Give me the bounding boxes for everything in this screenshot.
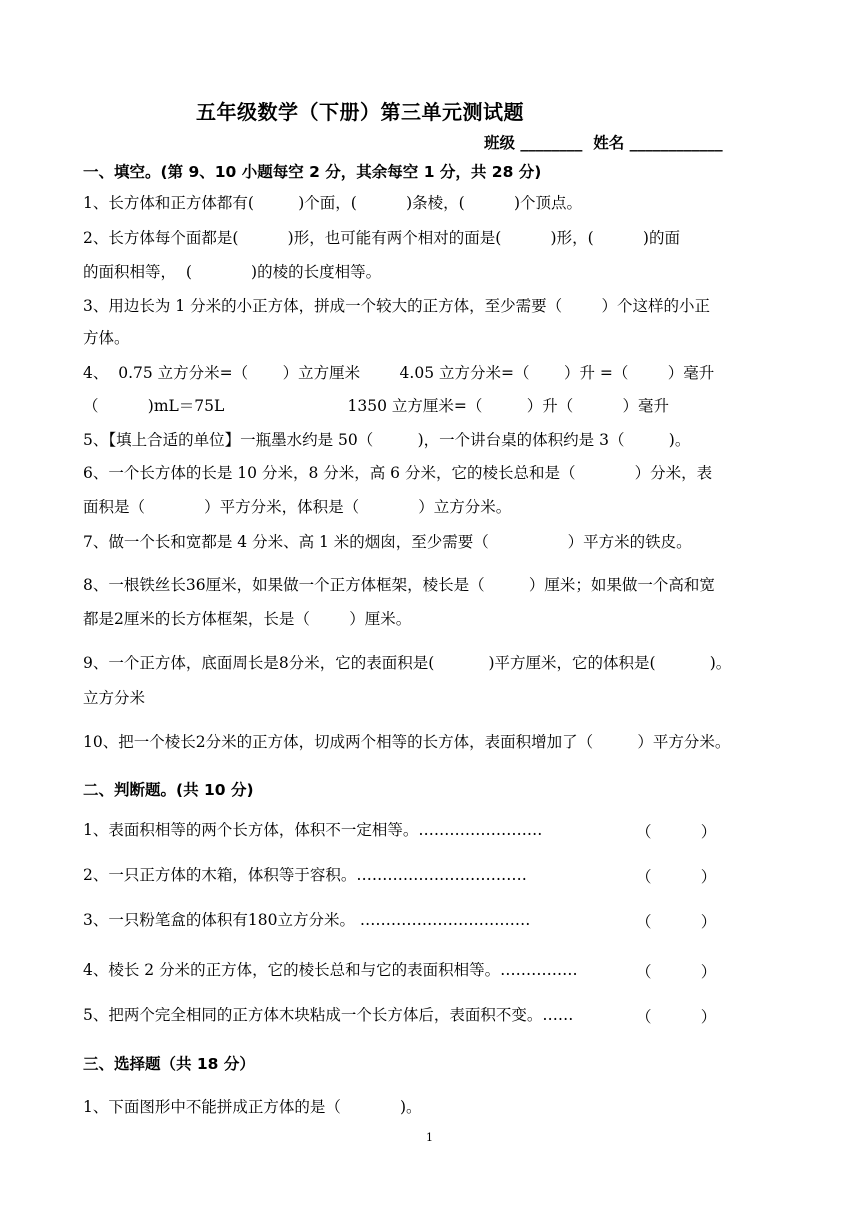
answer-parenthesis: （ ） [636, 1008, 717, 1026]
answer-parenthesis: （ ） [636, 868, 717, 886]
true-false-item: 1、表面积相等的两个长方体，体积不一定相等。…………………… [83, 821, 543, 839]
fill-blank-line: 6、一个长方体的长是 10 分米，8 分米，高 6 分米，它的棱长总和是（ ）分米，表 [83, 464, 713, 482]
answer-parenthesis: （ ） [636, 913, 717, 931]
fill-blank-line: 的面积相等， ( )的棱的长度相等。 [83, 263, 382, 281]
fill-blank-line: 方体。 [83, 329, 130, 347]
fill-blank-line: 8、一根铁丝长36厘米，如果做一个正方体框架，棱长是（ ）厘米；如果做一个高和宽 [83, 576, 715, 594]
answer-parenthesis: （ ） [636, 963, 717, 981]
page-title: 五年级数学（下册）第三单元测试题 [196, 100, 524, 124]
multiple-choice-item: 1、下面图形中不能拼成正方体的是（ )。 [83, 1098, 422, 1116]
fill-blank-line: 面积是（ ）平方分米，体积是（ ）立方分米。 [83, 498, 512, 516]
true-false-item: 3、一只粉笔盒的体积有180立方分米。 …………………………… [83, 911, 531, 929]
true-false-item: 5、把两个完全相同的正方体木块粘成一个长方体后，表面积不变。…… [83, 1006, 574, 1024]
section1-heading: 一、填空。(第 9、10 小题每空 2 分，其余每空 1 分，共 28 分) [83, 163, 542, 181]
fill-blank-line: 都是2厘米的长方体框架，长是（ ）厘米。 [83, 610, 412, 628]
fill-blank-line: （ )mL＝75L 1350 立方厘米=（ ）升（ ）毫升 [83, 397, 669, 415]
fill-blank-line: 5、【填上合适的单位】一瓶墨水约是 50（ )，一个讲台桌的体积约是 3（ )。 [83, 431, 691, 449]
true-false-item: 4、棱长 2 分米的正方体，它的棱长总和与它的表面积相等。…………… [83, 961, 578, 979]
class-name-fields: 班级 ________ 姓名 ____________ [484, 134, 723, 152]
fill-blank-line: 7、做一个长和宽都是 4 分米、高 1 米的烟囱，至少需要（ ）平方米的铁皮。 [83, 533, 692, 551]
fill-blank-line: 10、把一个棱长2分米的正方体，切成两个相等的长方体，表面积增加了（ ）平方分米。 [83, 733, 731, 751]
fill-blank-line: 4、 0.75 立方分米=（ ）立方厘米 4.05 立方分米=（ ）升 =（ ）毫升 [83, 364, 715, 382]
answer-parenthesis: （ ） [636, 823, 717, 841]
fill-blank-line: 3、用边长为 1 分米的小正方体，拼成一个较大的正方体，至少需要（ ）个这样的小正 [83, 297, 710, 315]
fill-blank-line: 2、长方体每个面都是( )形，也可能有两个相对的面是( )形，( )的面 [83, 229, 680, 247]
fill-blank-line: 1、长方体和正方体都有( )个面，( )条棱，( )个顶点。 [83, 194, 583, 212]
section2-heading: 二、判断题。(共 10 分) [83, 781, 254, 799]
fill-blank-line: 立方分米 [83, 689, 146, 707]
section3-heading: 三、选择题（共 18 分） [83, 1055, 255, 1073]
page-number: 1 [426, 1131, 433, 1144]
true-false-item: 2、一只正方体的木箱，体积等于容积。…………………………… [83, 866, 527, 884]
fill-blank-line: 9、一个正方体，底面周长是8分米，它的表面积是( )平方厘米，它的体积是( )。 [83, 654, 732, 672]
